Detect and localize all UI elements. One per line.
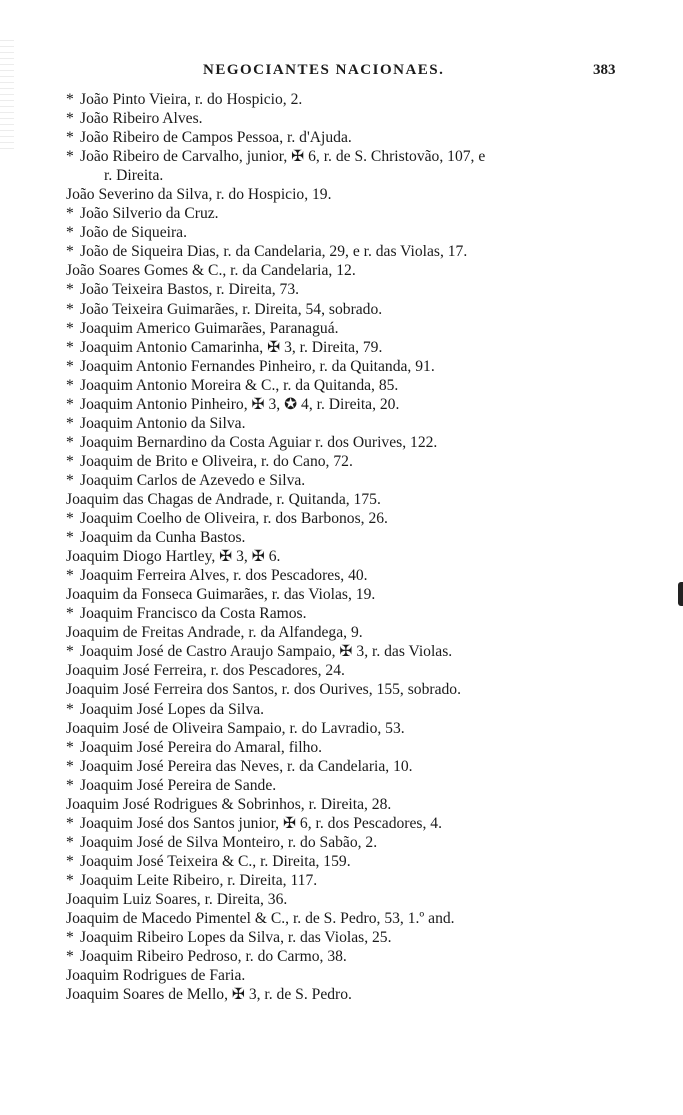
list-item [66,585,666,604]
list-item [66,90,666,109]
entry-continuation: r. Direita. [104,167,164,185]
entry-text: Joaquim Francisco da Costa Ramos. [80,605,307,623]
entry-text: Joaquim José Ferreira, r. dos Pescadores, 24. [66,662,345,680]
asterisk-marker: * [66,319,74,337]
entry-text: João Silverio da Cruz. [80,205,219,223]
list-item [66,395,666,414]
asterisk-marker: * [66,433,74,451]
list-item [66,661,666,680]
entry-text: Joaquim José Pereira de Sande. [80,776,277,794]
list-item [66,128,666,147]
asterisk-marker: * [66,605,74,623]
list-item [66,776,666,795]
entry-text: Joaquim de Freitas Andrade, r. da Alfandega, 9. [66,624,363,642]
asterisk-marker: * [66,129,74,147]
entry-text: Joaquim de Macedo Pimentel & C., r. de S. Pedro, 53, 1.º and. [66,910,455,928]
asterisk-marker: * [66,357,74,375]
asterisk-marker: * [66,395,74,413]
entry-text: João Ribeiro de Campos Pessoa, r. d'Ajuda. [80,129,352,147]
list-item [66,509,666,528]
list-item [66,871,666,890]
list-item [66,947,666,966]
entry-text: Joaquim Luiz Soares, r. Direita, 36. [66,890,288,908]
entry-text: Joaquim José Lopes da Silva. [80,700,265,718]
page-edge-mark [678,582,683,606]
entry-text: Joaquim José de Castro Araujo Sampaio, ✠ 3, r. das Violas. [80,643,453,661]
asterisk-marker: * [66,643,74,661]
entry-text: Joaquim José Rodrigues & Sobrinhos, r. Direita, 28. [66,795,392,813]
entry-text: Joaquim José Teixeira & C., r. Direita, 159. [80,852,351,870]
list-item [66,109,666,128]
entry-text: Joaquim José de Oliveira Sampaio, r. do Lavradio, 53. [66,719,405,737]
asterisk-marker: * [66,814,74,832]
asterisk-marker: * [66,471,74,489]
entry-text: Joaquim Leite Ribeiro, r. Direita, 117. [80,871,318,889]
asterisk-marker: * [66,529,74,547]
list-item [66,833,666,852]
entry-text: Joaquim Antonio da Silva. [80,414,246,432]
list-item [66,528,666,547]
entry-text: João Soares Gomes & C., r. da Candelaria, 12. [66,262,356,280]
entry-text: Joaquim Diogo Hartley, ✠ 3, ✠ 6. [66,548,281,566]
asterisk-marker: * [66,929,74,947]
entry-text: Joaquim José Pereira do Amaral, filho. [80,738,323,756]
asterisk-marker: * [66,281,74,299]
list-item [66,490,666,509]
entry-text: Joaquim da Cunha Bastos. [80,529,246,547]
asterisk-marker: * [66,757,74,775]
list-item [66,223,666,242]
entry-text: Joaquim Coelho de Oliveira, r. dos Barbonos, 26. [80,510,388,528]
asterisk-marker: * [66,871,74,889]
list-item [66,300,666,319]
entry-text: Joaquim José Ferreira dos Santos, r. dos Ourives, 155, sobrado. [66,681,461,699]
asterisk-marker: * [66,510,74,528]
asterisk-marker: * [66,205,74,223]
asterisk-marker: * [66,300,74,318]
list-item [66,985,666,1004]
entry-text: Joaquim Ferreira Alves, r. dos Pescadores, 40. [80,567,368,585]
entry-text: Joaquim Antonio Pinheiro, ✠ 3, ✪ 4, r. Direita, 20. [80,395,400,413]
list-item [66,719,666,738]
asterisk-marker: * [66,414,74,432]
entry-text: João Teixeira Bastos, r. Direita, 73. [80,281,300,299]
asterisk-marker: * [66,91,74,108]
list-item [66,338,666,357]
list-item [66,376,666,395]
entry-text: João de Siqueira. [80,224,187,242]
page-header [0,62,683,84]
entry-text: João Ribeiro de Carvalho, junior, ✠ 6, r. de S. Christovão, 107, e [80,148,486,166]
entry-text: João Severino da Silva, r. do Hospicio, 19. [66,186,332,204]
entry-text: Joaquim Bernardino da Costa Aguiar r. dos Ourives, 122. [80,433,438,451]
list-item [66,204,666,223]
asterisk-marker: * [66,948,74,966]
asterisk-marker: * [66,110,74,128]
entry-text: Joaquim Antonio Fernandes Pinheiro, r. da Quitanda, 91. [80,357,435,375]
list-item [66,261,666,280]
asterisk-marker: * [66,376,74,394]
list-item [66,604,666,623]
list-item [66,795,666,814]
list-item [66,814,666,833]
entry-text: Joaquim José Pereira das Neves, r. da Candelaria, 10. [80,757,413,775]
running-title: NEGOCIANTES NACIONAES. [203,62,445,78]
list-item [66,185,666,204]
entry-text: Joaquim José dos Santos junior, ✠ 6, r. dos Pescadores, 4. [80,814,442,832]
asterisk-marker: * [66,833,74,851]
entry-text: Joaquim Ribeiro Pedroso, r. do Carmo, 38. [80,948,347,966]
list-item [66,623,666,642]
entry-text: João de Siqueira Dias, r. da Candelaria, 29, e r. das Violas, 17. [80,243,468,261]
entry-text: Joaquim Carlos de Azevedo e Silva. [80,471,306,489]
entry-text: Joaquim das Chagas de Andrade, r. Quitanda, 175. [66,490,381,508]
entry-text: Joaquim Antonio Camarinha, ✠ 3, r. Direita, 79. [80,338,383,356]
entry-text: Joaquim Antonio Moreira & C., r. da Quitanda, 85. [80,376,399,394]
list-item [66,909,666,928]
list-item [66,890,666,909]
margin-bleed [0,40,14,150]
list-item [66,642,666,661]
asterisk-marker: * [66,567,74,585]
asterisk-marker: * [66,738,74,756]
list-item [66,357,666,376]
asterisk-marker: * [66,852,74,870]
list-item [66,147,666,185]
asterisk-marker: * [66,700,74,718]
list-item [66,414,666,433]
list-item [66,852,666,871]
list-item [66,566,666,585]
list-item [66,700,666,719]
list-item [66,966,666,985]
list-item [66,680,666,699]
list-item [66,433,666,452]
list-item [66,757,666,776]
entry-text: Joaquim de Brito e Oliveira, r. do Cano, 72. [80,452,353,470]
page-number: 383 [593,62,616,78]
list-item [66,319,666,338]
entry-text: João Teixeira Guimarães, r. Direita, 54, sobrado. [80,300,383,318]
entry-text: Joaquim José de Silva Monteiro, r. do Sabão, 2. [80,833,378,851]
directory-list [66,90,666,1004]
asterisk-marker: * [66,452,74,470]
entry-text: Joaquim da Fonseca Guimarães, r. das Violas, 19. [66,586,376,604]
list-item [66,928,666,947]
list-item [66,452,666,471]
entry-text: Joaquim Ribeiro Lopes da Silva, r. das Violas, 25. [80,929,392,947]
list-item [66,471,666,490]
entry-text: João Ribeiro Alves. [80,110,203,128]
asterisk-marker: * [66,338,74,356]
list-item [66,547,666,566]
entry-text: Joaquim Rodrigues de Faria. [66,967,246,985]
list-item [66,242,666,261]
entry-text: Joaquim Americo Guimarães, Paranaguá. [80,319,339,337]
list-item [66,280,666,299]
entry-text: Joaquim Soares de Mello, ✠ 3, r. de S. Pedro. [66,986,352,1004]
asterisk-marker: * [66,243,74,261]
entry-text: João Pinto Vieira, r. do Hospicio, 2. [80,91,303,108]
asterisk-marker: * [66,776,74,794]
asterisk-marker: * [66,224,74,242]
asterisk-marker: * [66,148,74,166]
list-item [66,738,666,757]
